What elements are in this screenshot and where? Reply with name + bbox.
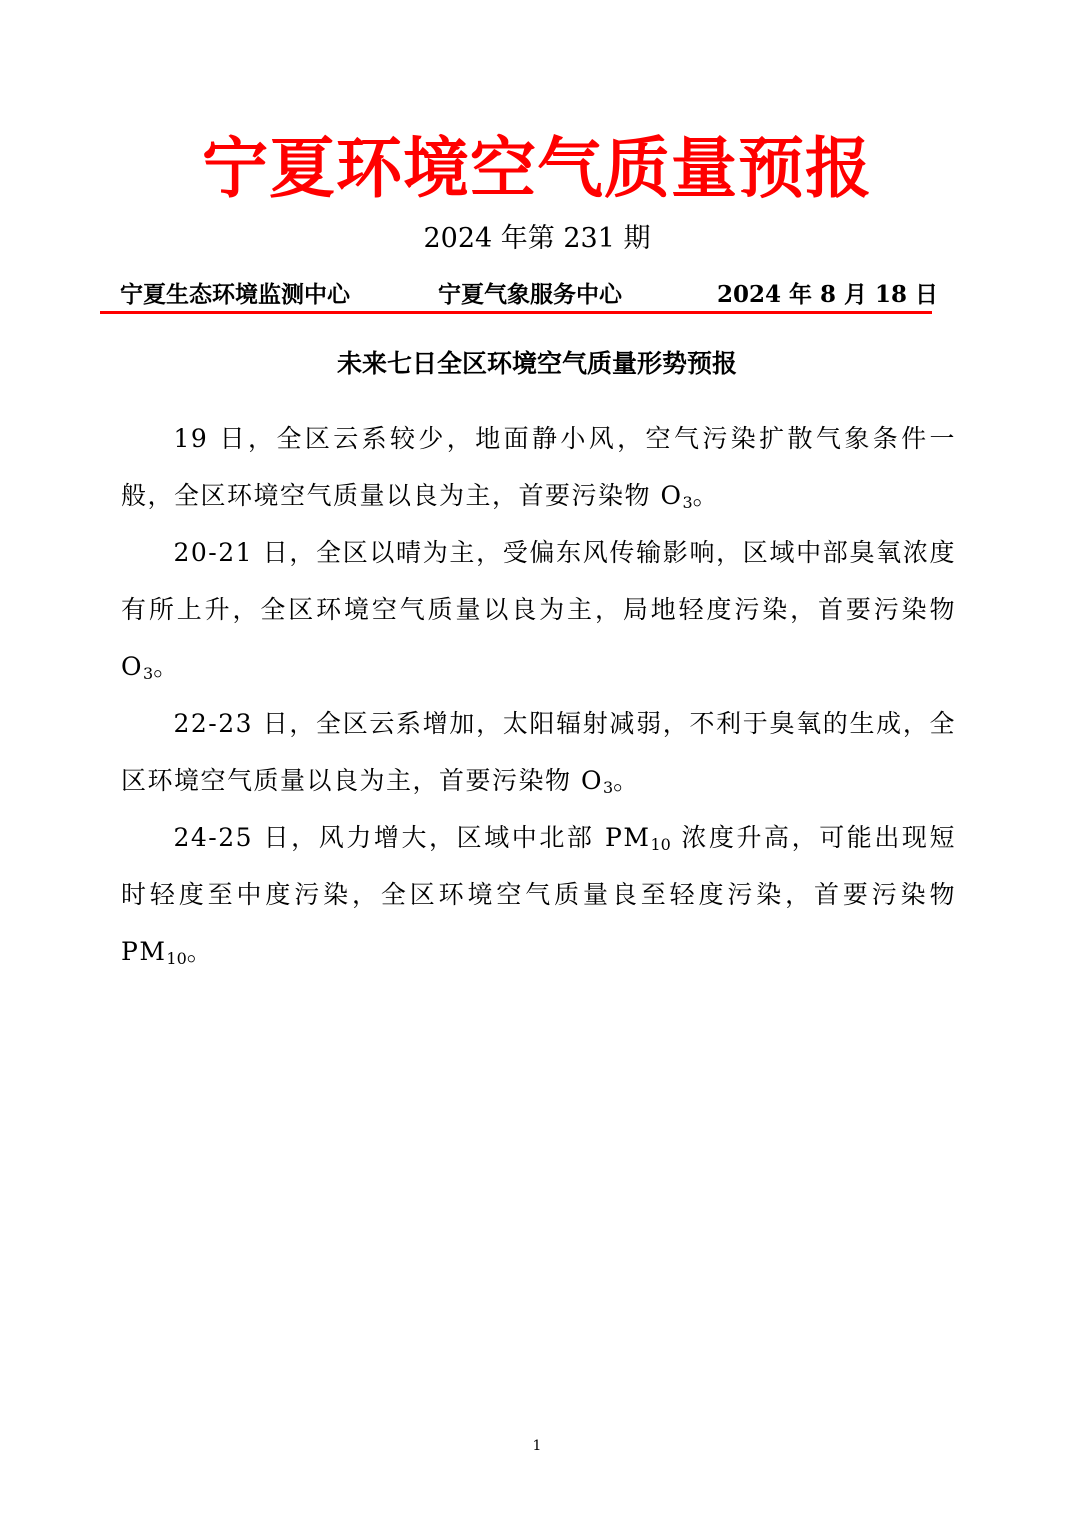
paragraph-day-24-25: 24-25 日，风力增大，区域中北部 $PM_{10}$ 浓度升高，可能出现短时轻度至中度污染，全区环境空气质量良至轻度污染，首要污染物 $PM_{10}$。 xyxy=(121,823,956,968)
publisher-env-center: 宁夏生态环境监测中心 xyxy=(120,281,350,308)
page-number: 1 xyxy=(532,1438,542,1454)
publisher-met-center: 宁夏气象服务中心 xyxy=(438,281,622,308)
masthead-divider xyxy=(100,311,932,314)
forecast-body xyxy=(121,410,956,980)
issue-number: 2024 年第 231 期 xyxy=(423,223,651,254)
paragraph-day-20-21: 20-21 日，全区以晴为主，受偏东风传输影响，区域中部臭氧浓度有所上升，全区环境空气质量以良为主，局地轻度污染，首要污染物 $O_3$。 xyxy=(121,538,956,683)
publisher-line xyxy=(120,278,938,312)
paragraph-day-19: 19 日，全区云系较少，地面静小风，空气污染扩散气象条件一般，全区环境空气质量以良为主，首要污染物 $O_3$。 xyxy=(121,424,956,512)
masthead-title: 宁夏环境空气质量预报 xyxy=(202,129,872,207)
section-heading: 未来七日全区环境空气质量形势预报 xyxy=(336,349,737,378)
issue-date: 2024 年 8 月 18 日 xyxy=(716,281,938,308)
paragraph-day-22-23: 22-23 日，全区云系增加，太阳辐射减弱，不利于臭氧的生成，全区环境空气质量以良为主，首要污染物 $O_3$。 xyxy=(121,709,956,797)
